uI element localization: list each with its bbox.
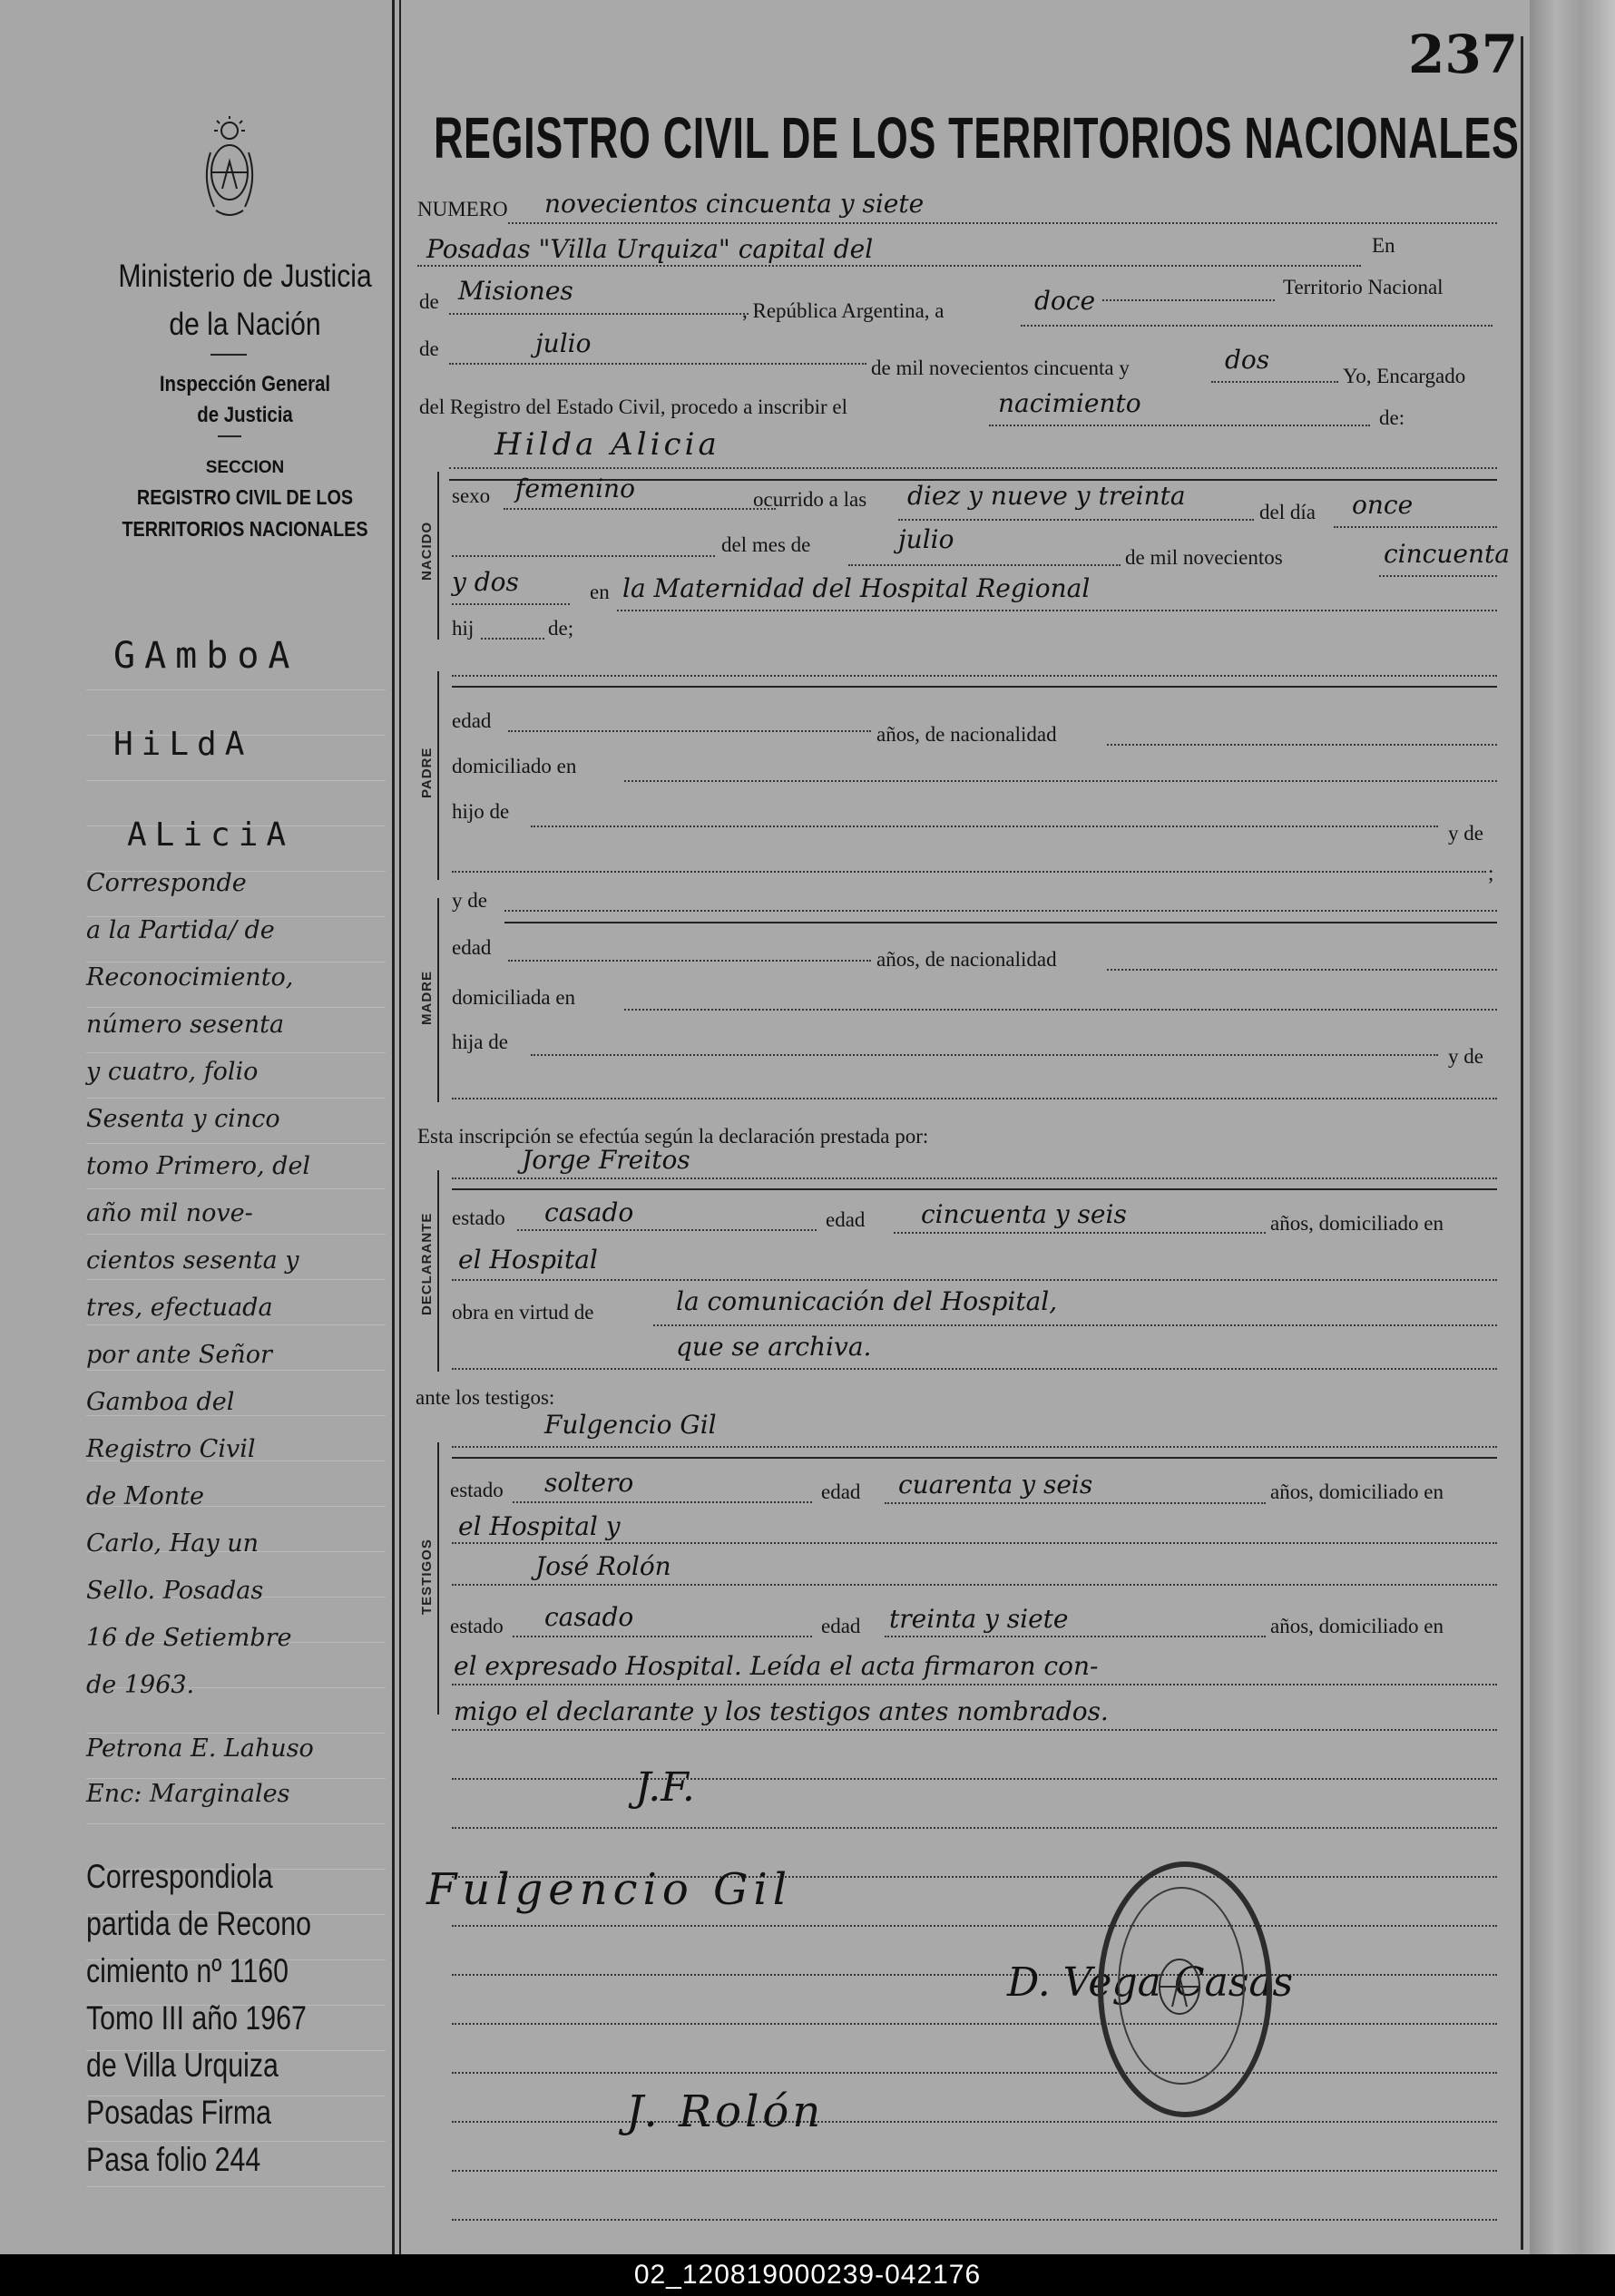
margin-note2-line: Correspondiola [86, 1858, 273, 1895]
margin-ruling [86, 1188, 386, 1189]
witness2-estado-value: casado [544, 1602, 634, 1632]
witness1-domicilio-value: el Hospital y [458, 1511, 621, 1541]
margin-ruling [86, 1279, 386, 1280]
dotted-line [513, 1501, 812, 1503]
ocurrido-label: ocurrido a las [753, 488, 867, 511]
dotted-line [1107, 744, 1497, 746]
form-title: REGISTRO CIVIL DE LOS TERRITORIOS NACIONALES [434, 105, 1520, 171]
signature-3: J. Rolón [626, 2086, 825, 2137]
margin-note-line: tomo Primero, del [86, 1152, 311, 1180]
witness1-name: Fulgencio Gil [544, 1410, 717, 1440]
solid-line [504, 922, 1497, 923]
declarante-obra-value: la comunicación del Hospital, [676, 1286, 1058, 1316]
dotted-line [452, 603, 570, 605]
margin-ruling [86, 689, 386, 690]
divider [218, 435, 241, 437]
dotted-line [452, 2170, 1497, 2172]
margin-note-line: Petrona E. Lahuso [86, 1734, 314, 1763]
dotted-line [452, 2219, 1497, 2221]
margin-note-line: Gamboa del [86, 1388, 235, 1416]
dotted-line [452, 555, 715, 557]
sexo-value: femenino [515, 474, 635, 503]
sexo-label: sexo [452, 484, 491, 507]
dotted-line [894, 1232, 1266, 1234]
witness1-domiciliado-label: años, domiciliado en [1270, 1480, 1444, 1503]
margin-ruling [86, 780, 386, 781]
dotted-line [989, 425, 1370, 426]
dotted-line [452, 1974, 1497, 1976]
dia-value: once [1352, 490, 1414, 520]
dotted-line [452, 2121, 1497, 2123]
margin-ruling [86, 1234, 386, 1235]
dotted-line [452, 2072, 1497, 2074]
margin-divider [392, 0, 395, 2254]
margin-ruling [86, 1052, 386, 1053]
dotted-line [508, 222, 1497, 224]
margin-note-line: Sesenta y cinco [86, 1105, 280, 1133]
margin-note-line: de 1963. [86, 1671, 195, 1699]
witness1-edad-value: cuarenta y seis [898, 1470, 1093, 1500]
dotted-line [449, 467, 1497, 469]
mes-value: julio [898, 524, 954, 554]
dotted-line [452, 2023, 1497, 2025]
page-edge [1530, 0, 1615, 2254]
day-value: doce [1034, 286, 1096, 316]
padre-bracket [437, 671, 439, 880]
de-label: de [419, 290, 439, 313]
dotted-line [481, 638, 544, 640]
margin-note-line: tres, efectuada [86, 1294, 273, 1322]
witness2-estado-label: estado [450, 1615, 504, 1637]
margin-note-line: número sesenta [86, 1011, 285, 1039]
declarante-estado-label: estado [452, 1207, 505, 1229]
margin-note-line: por ante Señor [86, 1341, 272, 1369]
madre-bracket [437, 898, 439, 1102]
dotted-line [1021, 325, 1493, 327]
hij-label: hij [452, 617, 475, 640]
margin-ruling [86, 1143, 386, 1144]
declarante-bracket [437, 1170, 439, 1372]
mil-nacido-label: de mil novecientos [1125, 546, 1283, 569]
dotted-line [452, 1177, 1497, 1179]
margin-column [0, 0, 399, 2254]
margin-note-line: año mil nove- [86, 1199, 253, 1227]
dotted-line [617, 610, 1497, 611]
en-label: En [1372, 234, 1395, 257]
declarante-edad-label: edad [826, 1208, 866, 1231]
ministry-title-line1: Ministerio de Justicia [118, 259, 372, 294]
del-mes-label: del mes de [721, 533, 811, 556]
signature-1: J.F. [635, 1764, 695, 1811]
margin-given-name-1: HiLdA [113, 726, 253, 763]
inspection-title-line1: Inspección General [159, 372, 331, 396]
en-nacido-label: en [590, 581, 610, 603]
margin-note2-line: de Villa Urquiza [86, 2047, 279, 2084]
margin-divider [399, 0, 401, 2254]
signature-2: Fulgencio Gil [426, 1864, 793, 1915]
registro-label: del Registro del Estado Civil, procedo a inscribir el [419, 396, 848, 418]
margin-note2-line: partida de Recono [86, 1905, 311, 1942]
solid-line [452, 1457, 1497, 1459]
numero-value: novecientos cincuenta y siete [544, 189, 925, 219]
dotted-line [848, 564, 1121, 566]
dotted-line [508, 730, 871, 732]
yo-label: Yo, Encargado [1343, 365, 1466, 387]
del-dia-label: del día [1259, 501, 1316, 523]
declarante-domiciliado-label: años, domiciliado en [1270, 1212, 1444, 1235]
declarante-name: Jorge Freitos [522, 1145, 690, 1175]
de-semicolon-label: de; [548, 617, 574, 640]
dotted-line [452, 1279, 1497, 1281]
dotted-line [1102, 299, 1275, 301]
year-value: dos [1225, 345, 1270, 375]
dotted-line [1211, 381, 1338, 383]
padre-domiciliado-label: domiciliado en [452, 755, 577, 777]
margin-ruling [86, 1778, 386, 1779]
signature-4: D. Vega Casas [1007, 1959, 1294, 2006]
dotted-line [452, 675, 1497, 677]
dotted-line [452, 1446, 1497, 1448]
dotted-line [452, 1778, 1497, 1780]
declarante-obra-label: obra en virtud de [452, 1301, 594, 1324]
margin-note-line: Registro Civil [86, 1435, 256, 1463]
testigos-bracket [437, 1442, 439, 1715]
lugar-value: la Maternidad del Hospital Regional [622, 573, 1091, 603]
hora-value: diez y nueve y treinta [907, 481, 1186, 511]
dotted-line [1107, 969, 1497, 971]
declarante-estado-value: casado [544, 1197, 634, 1227]
margin-note-line: Carlo, Hay un [86, 1529, 259, 1558]
territorio-value: Misiones [458, 276, 573, 306]
month-value: julio [535, 328, 592, 358]
madre-edad-label: edad [452, 936, 492, 959]
margin-ruling [86, 1370, 386, 1371]
dotted-line [452, 1098, 1497, 1099]
republica-label: , República Argentina, a [742, 299, 945, 322]
witness2-edad-value: treinta y siete [889, 1604, 1069, 1634]
dotted-line [624, 780, 1497, 782]
margin-note2-line: cimiento nº 1160 [86, 1952, 289, 1989]
inspection-title-line2: de Justicia [197, 403, 293, 427]
dotted-line [452, 1584, 1497, 1586]
madre-hija-label: hija de [452, 1031, 508, 1053]
dotted-line [417, 265, 1361, 267]
padre-semicolon: ; [1488, 862, 1494, 884]
dotted-line [513, 1636, 812, 1637]
margin-note2-line: Posadas Firma [86, 2094, 272, 2131]
declarante-edad-value: cincuenta y seis [921, 1199, 1127, 1229]
dotted-line [452, 871, 1486, 873]
margin-ruling [86, 1823, 386, 1824]
closing-line2: migo el declarante y los testigos antes nombrados. [454, 1696, 1109, 1726]
padre-yde-label: y de [1448, 822, 1483, 845]
madre-domiciliada-label: domiciliada en [452, 986, 576, 1009]
dotted-line [452, 1684, 1497, 1685]
madre-yde-top-label: y de [452, 889, 487, 912]
margin-note-line: a la Partida/ de [86, 916, 275, 944]
page-number: 237 [1408, 24, 1519, 85]
madre-side-label: MADRE [419, 971, 435, 1025]
dotted-line [885, 1502, 1266, 1504]
margin-ruling [86, 1733, 386, 1734]
margin-note2-line: Pasa folio 244 [86, 2141, 261, 2178]
dotted-line [504, 910, 1497, 912]
section-title-line1: REGISTRO CIVIL DE LOS [136, 485, 354, 509]
dotted-line [504, 508, 776, 510]
declarante-side-label: DECLARANTE [419, 1212, 435, 1315]
margin-note-line: Enc: Marginales [86, 1780, 290, 1808]
child-name: Hilda Alicia [494, 426, 720, 463]
padre-edad-label: edad [452, 709, 492, 732]
anio-value-continued: y dos [452, 567, 519, 597]
margin-ruling [86, 1007, 386, 1008]
section-label: SECCION [205, 458, 285, 477]
place-value: Posadas "Villa Urquiza" capital del [426, 234, 874, 264]
padre-nacionalidad-label: años, de nacionalidad [876, 723, 1057, 746]
declarante-domicilio-value: el Hospital [458, 1245, 598, 1275]
right-border [1521, 36, 1523, 2250]
declaration-label: Esta inscripción se efectúa según la declaración prestada por: [417, 1125, 929, 1148]
margin-note-line: Reconocimiento, [86, 963, 294, 992]
margin-note-line: Sello. Posadas [86, 1577, 264, 1605]
closing-line1: el expresado Hospital. Leída el acta firmaron con- [454, 1651, 1099, 1681]
testigos-label: ante los testigos: [416, 1386, 555, 1409]
testigos-side-label: TESTIGOS [419, 1539, 435, 1615]
declarante-obra-value2: que se archiva. [676, 1332, 872, 1362]
image-caption: 02_120819000239-042176 [0, 2254, 1615, 2296]
padre-side-label: PADRE [419, 747, 435, 798]
dotted-line [449, 313, 749, 315]
anio-value: cincuenta [1384, 539, 1510, 569]
territorio-label: Territorio Nacional [1283, 276, 1444, 298]
witness2-edad-label: edad [821, 1615, 861, 1637]
margin-note2-line: Tomo III año 1967 [86, 1999, 307, 2037]
dotted-line [508, 960, 871, 962]
margin-note-line: y cuatro, folio [86, 1058, 259, 1086]
dotted-line [1334, 526, 1497, 528]
dotted-line [624, 1009, 1497, 1011]
margin-given-name-2: ALiciA [127, 816, 295, 854]
dotted-line [449, 363, 866, 365]
section-title-line2: TERRITORIOS NACIONALES [122, 517, 368, 541]
dotted-line [653, 1324, 1497, 1326]
dotted-line [452, 1729, 1497, 1731]
dotted-line [452, 1368, 1497, 1370]
solid-line [452, 686, 1497, 688]
divider [210, 354, 247, 356]
witness2-domiciliado-label: años, domiciliado en [1270, 1615, 1444, 1637]
de-label: de [419, 337, 439, 360]
margin-ruling [86, 1098, 386, 1099]
dotted-line [898, 519, 1254, 521]
margin-surname: GAmboA [113, 635, 299, 677]
dotted-line [531, 1054, 1438, 1056]
dotted-line [452, 1827, 1497, 1829]
padre-hijo-label: hijo de [452, 800, 510, 823]
margin-note-line: 16 de Setiembre [86, 1624, 292, 1652]
witness1-edad-label: edad [821, 1480, 861, 1503]
margin-note-line: de Monte [86, 1482, 204, 1510]
nacido-side-label: NACIDO [419, 521, 435, 581]
seal-emblem-icon [1145, 1950, 1214, 2023]
dotted-line [452, 1542, 1497, 1544]
margin-note-line: cientos sesenta y [86, 1246, 299, 1275]
margin-ruling [86, 2186, 386, 2187]
madre-nacionalidad-label: años, de nacionalidad [876, 948, 1057, 971]
margin-note-line: Corresponde [86, 869, 247, 897]
mil-label: de mil novecientos cincuenta y [871, 357, 1130, 379]
margin-ruling [86, 1324, 386, 1325]
witness2-name: José Rolón [535, 1551, 671, 1581]
solid-line [452, 1188, 1497, 1190]
witness1-estado-label: estado [450, 1479, 504, 1501]
madre-yde-label: y de [1448, 1045, 1483, 1068]
dotted-line [885, 1636, 1266, 1637]
dotted-line [452, 1925, 1497, 1927]
de-colon-label: de: [1379, 406, 1405, 429]
numero-label: NUMERO [417, 198, 508, 220]
act-value: nacimiento [998, 388, 1141, 418]
nacido-bracket [437, 472, 439, 640]
ministry-title-line2: de la Nación [169, 307, 321, 342]
dotted-line [531, 826, 1438, 827]
dotted-line [1379, 575, 1497, 577]
national-coat-of-arms-icon [198, 116, 261, 225]
witness1-estado-value: soltero [544, 1468, 634, 1498]
dotted-line [517, 1229, 817, 1231]
